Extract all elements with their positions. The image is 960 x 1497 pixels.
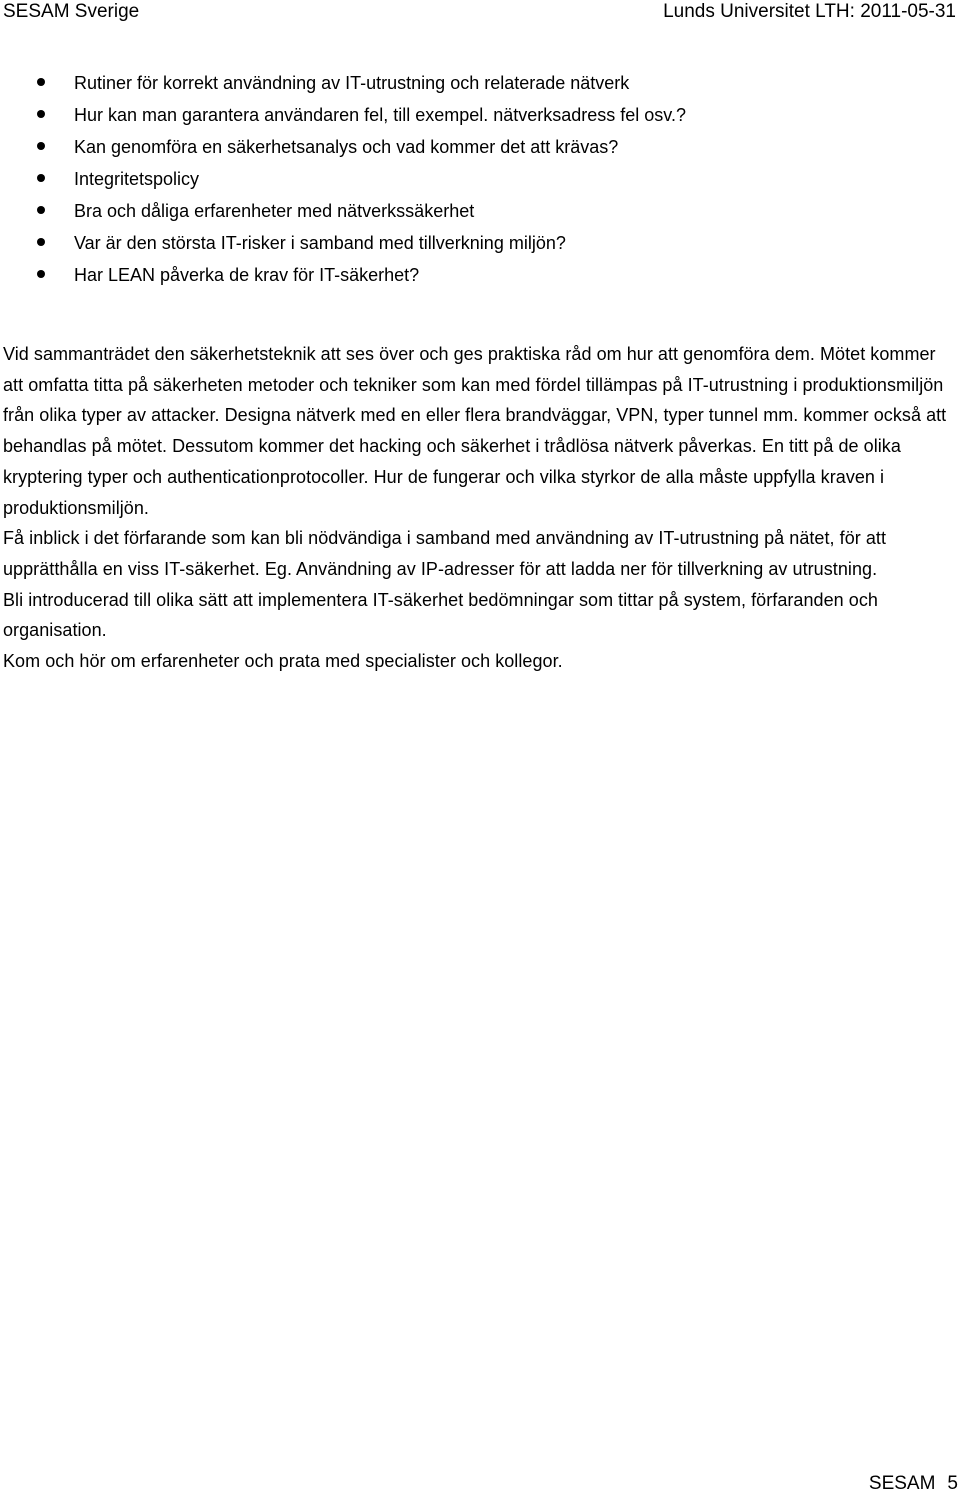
page-number: 5 <box>947 1473 958 1494</box>
paragraph-implementation: Bli introducerad till olika sätt att implementera IT-säkerhet bedömningar som tittar på system, förfaranden och organisation. <box>3 589 878 641</box>
list-item <box>0 230 940 262</box>
footer-label: SESAM <box>868 1473 936 1494</box>
paragraph-meeting-description: Vid sammanträdet den säkerhetsteknik att ses över och ges praktiska råd om hur att genomföra dem. Mötet kommer att omfatta titta på säkerheten metoder och tekniker som kan med fördel tillämpas på IT-utrustning i produktionsmiljön från olika typer av attacker. Designa nätverk med en eller flera brandväggar, VPN, typer tunnel mm. kommer också att behandlas på mötet. Dessutom kommer det hacking och säkerhet i trådlösa nätverk påverkas. En titt på de olika kryptering typer och authenticationprotocoller. Hur de fungerar och vilka styrkor de alla måste uppfylla kraven i produktionsmiljön. <box>3 344 947 518</box>
list-item-text: Bra och dåliga erfarenheter med nätverkssäkerhet <box>74 201 475 221</box>
paragraph-insight: Få inblick i det förfarande som kan bli nödvändiga i samband med användning av IT-utrustning på nätet, för att upprätthålla en viss IT-säkerhet. Eg. Användning av IP-adresser för att ladda ner för tillverkning av utrustning. <box>3 528 887 579</box>
list-item-text: Kan genomföra en säkerhetsanalys och vad kommer det att krävas? <box>74 137 619 157</box>
bullet-icon <box>37 270 45 278</box>
page-header <box>0 0 960 26</box>
bullet-icon <box>37 206 45 214</box>
list-item <box>0 134 940 166</box>
bullet-icon <box>37 174 45 182</box>
list-item <box>0 198 940 230</box>
list-item-text: Rutiner för korrekt användning av IT-utrustning och relaterade nätverk <box>74 73 630 93</box>
list-item-text: Hur kan man garantera användaren fel, till exempel. nätverksadress fel osv.? <box>74 105 686 125</box>
bullet-icon <box>37 110 45 118</box>
list-item-text: Har LEAN påverka de krav för IT-säkerhet? <box>74 265 420 285</box>
list-item <box>0 166 940 198</box>
list-item <box>0 102 940 134</box>
header-title: SESAM Sverige <box>3 1 140 22</box>
paragraph-invitation: Kom och hör om erfarenheter och prata med specialister och kollegor. <box>3 651 563 672</box>
header-date: Lunds Universitet LTH: 2011-05-31 <box>663 1 956 22</box>
page-footer <box>869 1473 958 1495</box>
bullet-icon <box>37 238 45 246</box>
list-item-text: Integritetspolicy <box>74 169 200 189</box>
body-text <box>3 339 955 677</box>
bullet-icon <box>37 142 45 150</box>
list-item <box>0 70 940 102</box>
list-item-text: Var är den största IT-risker i samband med tillverkning miljön? <box>74 233 566 253</box>
bullet-icon <box>37 78 45 86</box>
list-item <box>0 262 940 294</box>
agenda-bullet-list <box>0 70 940 294</box>
